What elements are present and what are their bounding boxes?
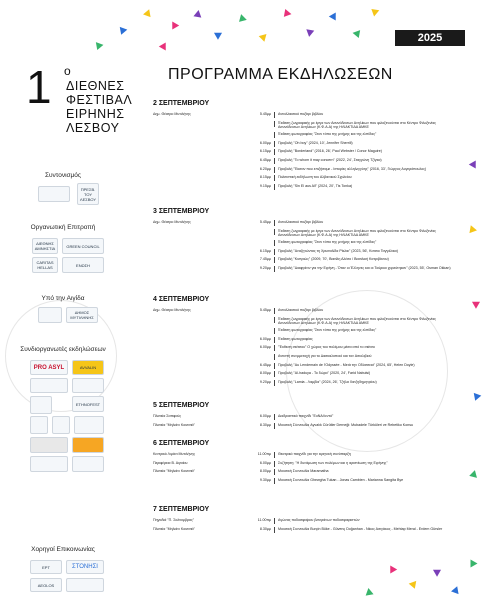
row-divider (274, 423, 275, 429)
coordination-heading: Συντονισμός (44, 172, 82, 179)
event-venue: Πλατεία "Μηλιάνι Κουτσιά" (153, 469, 195, 474)
schedule-row (153, 257, 473, 265)
event-time: 9.15μμ (259, 183, 271, 188)
event-time: 6.45μμ (259, 362, 271, 367)
row-divider (274, 414, 275, 420)
event-title: Προβολή "Αναζητώντας τη Χρυσαλίδα Ρίκλαι" (2023, 56', Κοτσιο Ταγγάλικα) (278, 248, 398, 253)
schedule-row (153, 308, 473, 316)
row-divider (274, 380, 275, 386)
schedule-row (153, 423, 473, 431)
event-venue: Περιφέρεια Β. Αιγαίου (153, 460, 188, 465)
media-logo (66, 578, 104, 592)
row-divider (274, 308, 275, 314)
event-time: 6.00μμ (259, 336, 271, 341)
day-heading: 3 ΣΕΠΤΕΜΒΡΙΟΥ (153, 208, 210, 215)
event-time: 6.15μμ (259, 149, 271, 154)
day-heading: 5 ΣΕΠΤΕΜΒΡΙΟΥ (153, 402, 210, 409)
coorganizer-logo (52, 416, 70, 434)
event-time: 8.30μμ (259, 422, 271, 427)
coorganizer-logo (30, 416, 48, 434)
coorganizer-logo (30, 437, 68, 453)
row-divider (274, 527, 275, 533)
logo-line: ΦΕΣΤΙΒΑΛ (66, 93, 133, 107)
event-title: Προβολή "Borderland" (2016, 26', Paul Webster / Conor Maguire) (278, 149, 382, 154)
coorganizer-logo (72, 437, 104, 453)
event-title: Διαδραστικό παιχνίδι "ΕυΝΑΛεντό" (278, 414, 334, 418)
row-divider (274, 518, 275, 524)
media-heading: Χορηγοί Επικοινωνίας (31, 546, 95, 553)
event-title: Ανταλλακτικό παζάρι βιβλίου (278, 112, 324, 116)
row-divider (274, 461, 275, 467)
row-divider (274, 249, 275, 255)
avvalin-logo: AVVALIN (72, 360, 104, 375)
event-venue: Πλατεία "Μηλιάνι Κουτσιά" (153, 526, 195, 531)
coorganizers-heading: Συνδιοργανωτές εκδηλώσεων (20, 346, 106, 353)
row-divider (274, 220, 275, 226)
logo-line: ΛΕΣΒΟΥ (66, 121, 120, 135)
row-divider (274, 240, 275, 246)
schedule-row (153, 266, 473, 274)
event-venue: Δημ. Θέατρο Μυτιλήνης (153, 220, 191, 224)
event-title: Έκθεση φωτογραφίας "Στον τόπο της μνήμης και της ελπίδας" (278, 240, 377, 245)
coordination-logo: ΠΡΕΣΒ. ΤΟΥ ΛΕΣΒΟΥ (77, 183, 99, 205)
coorganizer-logo (30, 456, 68, 472)
program-title: ΠΡΟΓΡΑΜΜΑ ΕΚΔΗΛΩΣΕΩΝ (168, 66, 393, 83)
event-venue: Δημ. Θέατρο Μυτιλήνης (153, 112, 191, 116)
event-venue: Πλατεία Σαπφούς (153, 414, 182, 418)
event-title: Μουσική Συνναυλία Ghewgha Tukan - Jonas Cambien - Marianna Sangita Bye (278, 477, 404, 482)
pro-asyl-logo: PRO ASYL (30, 360, 68, 375)
event-time: 5.45μμ (259, 308, 271, 312)
schedule-row (153, 184, 473, 192)
row-divider (274, 175, 275, 181)
schedule-row (153, 354, 473, 362)
event-title: Προβολή "Al-haduya - To δώρο" (2020, 24', Farid Nabulsi) (278, 371, 371, 376)
event-title: Προβολή "Sin El aus All" (2024, 20', Tis Tonka) (278, 183, 353, 188)
logo-line: ΔΙΕΘΝΕΣ (66, 79, 125, 93)
schedule-row (153, 518, 473, 526)
year-banner: 2025 (395, 30, 465, 46)
organizing-heading: Οργανωτική Επιτροπή (30, 224, 96, 231)
row-divider (274, 452, 275, 458)
row-divider (274, 112, 275, 118)
event-title: Ανταλλακτικό παζάρι βιβλίου (278, 220, 324, 224)
event-title: Προβολή "Au Lendemain de l'Odyssée - Μετά την Οδύσσεια" (2024, 65', Helen Doyle) (278, 362, 415, 367)
schedule-row (153, 132, 473, 140)
day-heading: 4 ΣΕΠΤΕΜΒΡΙΟΥ (153, 296, 210, 303)
day-heading: 7 ΣΕΠΤΕΜΒΡΙΟΥ (153, 506, 210, 513)
row-divider (274, 328, 275, 334)
schedule-row (153, 527, 473, 535)
schedule-row (153, 220, 473, 228)
coorganizer-logo (30, 396, 52, 414)
schedule-row (153, 328, 473, 336)
stonisi-logo: ΣΤΟΝΗΣΙ (66, 560, 104, 574)
union-logo: ΕΝΩΣΗ (62, 257, 104, 273)
row-divider (274, 478, 275, 484)
event-title: Έκθεση ζωγραφικής με έργα των Ασυνόδευτων Ανηλίκων που φιλοξενούνται στο Κέντρο Φιλοξενίας (278, 120, 437, 125)
schedule-row (153, 345, 473, 353)
patronage-logo (38, 307, 62, 323)
event-time: 8.00μμ (259, 371, 271, 376)
schedule-row (153, 371, 473, 379)
event-time: 9.20μμ (259, 266, 271, 270)
event-title: Αγώνας ποδοσφαίρου βετεράνων ποδοσφαιριστών (278, 518, 360, 522)
row-divider (274, 266, 275, 272)
event-time: 7.45μμ (259, 257, 271, 262)
day-heading: 6 ΣΕΠΤΕΜΒΡΙΟΥ (153, 440, 210, 447)
event-time: 6.00μμ (259, 345, 271, 350)
schedule-row (153, 149, 473, 157)
event-time: 8.00μμ (259, 469, 271, 474)
event-time: 11.00πμ (257, 518, 271, 522)
schedule-row (153, 249, 473, 257)
schedule-row (153, 229, 473, 237)
ethnofest-logo: ETHNOFEST (72, 396, 104, 412)
event-time: 11.00πμ (257, 452, 271, 456)
schedule-row (153, 121, 473, 129)
event-venue: Δημ. Θέατρο Μυτιλήνης (153, 308, 191, 312)
logo-line: ΕΙΡΗΝΗΣ (66, 107, 125, 121)
schedule-row (153, 337, 473, 345)
schedule-row (153, 469, 473, 477)
row-divider (274, 345, 275, 351)
event-time: 6.00μμ (259, 140, 271, 145)
schedule-row (153, 240, 473, 248)
coorganizer-logo (72, 456, 104, 472)
row-divider (274, 184, 275, 190)
event-time: 8.30μμ (259, 526, 271, 531)
row-divider (274, 121, 275, 127)
patronage-heading: Υπό την Αιγίδα (41, 295, 85, 302)
event-title: Έκθεση ζωγραφικής με έργα των Ασυνόδευτων Ανηλίκων που φιλοξενούνται στο Κέντρο Φιλοξενίας (278, 316, 437, 321)
event-title: Μουσική Σύνναυλία Ayvalık Cürütler Derneği: Mubadele Türküleri ve Rebetiko Konsu (278, 422, 414, 427)
event-title-continued: Ασυνόδευτων Ανηλίκων (Κ.Φ.Α.Α) της ΗΛΙΑΚΤΙΔΑ ΑΜΚΕ (278, 232, 369, 237)
event-venue: Πηγαδιά "Π. Σαλταμβρας" (153, 518, 195, 522)
event-time: 6.20μμ (259, 166, 271, 171)
row-divider (274, 158, 275, 164)
coorganizer-logo (30, 378, 68, 393)
schedule-row (153, 141, 473, 149)
coorganizer-logo (72, 378, 104, 393)
edition-number: 1 (26, 61, 52, 113)
row-divider (274, 317, 275, 323)
schedule-row (153, 461, 473, 469)
event-time: 6.45μμ (259, 158, 271, 162)
coorganizer-logo (74, 416, 104, 434)
ert-logo: ΕΡΤ (30, 560, 62, 574)
schedule-row (153, 478, 473, 486)
event-title: Προβολή "Διαφγάνιν για την Ειρήνη - Όταν οι Έλληνες και οι Τούρκοι χορεύτηκαν" (2023, 55', Osman Okkan) (278, 266, 451, 270)
event-title: Πολιτιστική εκδήλωση του Αλβανικού Σχολείου (278, 175, 352, 180)
event-title: Έκθεση ζωγραφικής με έργα των Ασυνόδευτων Ανηλίκων που φιλοξενούνται στο Κέντρο Φιλοξενίας (278, 228, 437, 233)
event-time: 6.00μμ (259, 460, 271, 465)
event-title: Έκθεση φωτογραφίας "Στον τόπο της μνήμης και της ελπίδας" (278, 328, 377, 333)
row-divider (274, 167, 275, 173)
event-title-continued: Ασυνόδευτων Ανηλίκων (Κ.Φ.Α.Α) της ΗΛΙΑΚΤΙΔΑ ΑΜΚΕ (278, 124, 369, 129)
row-divider (274, 141, 275, 147)
schedule-row (153, 380, 473, 388)
green-council-logo: GREEN COUNCIL (62, 238, 104, 254)
event-venue: Πλατεία "Μηλιάνι Κουτσιά" (153, 422, 195, 427)
row-divider (274, 371, 275, 377)
event-title-continued: Ασυνόδευτων Ανηλίκων (Κ.Φ.Α.Α) της ΗΛΙΑΚΤΙΔΑ ΑΜΚΕ (278, 320, 369, 325)
event-title: Μουσική Συνναυλία Maramatha (278, 469, 329, 474)
event-time: 6.15μμ (259, 248, 271, 253)
aeolos-logo: AEOLOS (30, 578, 62, 592)
event-time: 9.30μμ (259, 477, 271, 482)
event-title: Προβολή "To whom it may concern" (2022, 24', Σταγγώνη Τζίγκα) (278, 158, 382, 162)
row-divider (274, 132, 275, 138)
schedule-row (153, 452, 473, 460)
event-title: Ανταλλακτικό παζάρι βιβλίου (278, 308, 324, 312)
schedule-row (153, 175, 473, 183)
row-divider (274, 337, 275, 343)
row-divider (274, 354, 275, 360)
event-time: 9.20μμ (259, 379, 271, 384)
schedule-row (153, 414, 473, 422)
edition-suffix: ο (64, 64, 71, 78)
event-title: Προβολή "Έκσαν που επιζήσαμε - Ιστορίες αλληλεγγύης" (2016, 33', Γιώργος Αυγερόπουλος) (278, 166, 427, 171)
event-title: Θεατρικό παιχνίδι για την ειρηνική συνύπαρξη (278, 452, 351, 456)
schedule-row (153, 158, 473, 166)
row-divider (274, 229, 275, 235)
event-title: Αντιστή συνμμετοχή για το Δασκαλοποιό και τον Αιτιολιβιού (278, 354, 372, 358)
event-time: 6.00μμ (259, 414, 271, 418)
event-time: 8.15μμ (259, 175, 271, 180)
schedule-row (153, 317, 473, 325)
schedule-row (153, 112, 473, 120)
amnesty-logo: ΔΙΕΘΝΗΣ ΑΜΝΗΣΤΙΑ (32, 238, 58, 254)
schedule-row (153, 363, 473, 371)
event-time: 5.45μμ (259, 220, 271, 224)
event-title: "Έκθεση σκίτσου" Ο χώρος του πολέμου μέσα από το σκίτσο (278, 345, 375, 350)
row-divider (274, 149, 275, 155)
event-title: Έκθεση φωτογραφίας "Στον τόπο της μνήμης και της ελπίδας" (278, 132, 377, 137)
event-title: Προβολή "Oh boy" (2024, 10', Jennifer Sherrill) (278, 140, 353, 145)
row-divider (274, 257, 275, 263)
day-heading: 2 ΣΕΠΤΕΜΒΡΙΟΥ (153, 100, 210, 107)
event-title: Έκθεση φωτογραφίας (278, 336, 313, 341)
event-title: Προβολή "Lamia - Λαμβία" (2024, 26', Τζήλα Χατζηδημητρίου) (278, 379, 377, 384)
event-venue: Κεντρικό Λιμάνι Μυτιλήνης (153, 452, 196, 456)
event-time: 5.45μμ (259, 112, 271, 116)
caritas-logo: CARITAS HELLAS (32, 257, 58, 273)
event-title: Συζήτηση: "Η δυνάμωση των πολέμων και η αριστέωση της Ειρήνης" (278, 460, 388, 465)
row-divider (274, 469, 275, 475)
row-divider (274, 363, 275, 369)
municipality-logo: ΔΗΜΟΣ ΜΥΤΙΛΗΝΗΣ (66, 307, 98, 323)
coordination-logo (38, 186, 70, 202)
schedule-row (153, 167, 473, 175)
event-title: Προβολή "Κυπριώς" (2009, 70', Βασίλη Αλέσο / Βασιλική Κατριβάνου) (278, 257, 389, 262)
event-title: Μουσική Συνναυλία Burçin Büke - Güvenç Doğanhan - Νίκος Ασιγάκος - Mehtap Meral - Erdem Gürsler (278, 526, 443, 531)
